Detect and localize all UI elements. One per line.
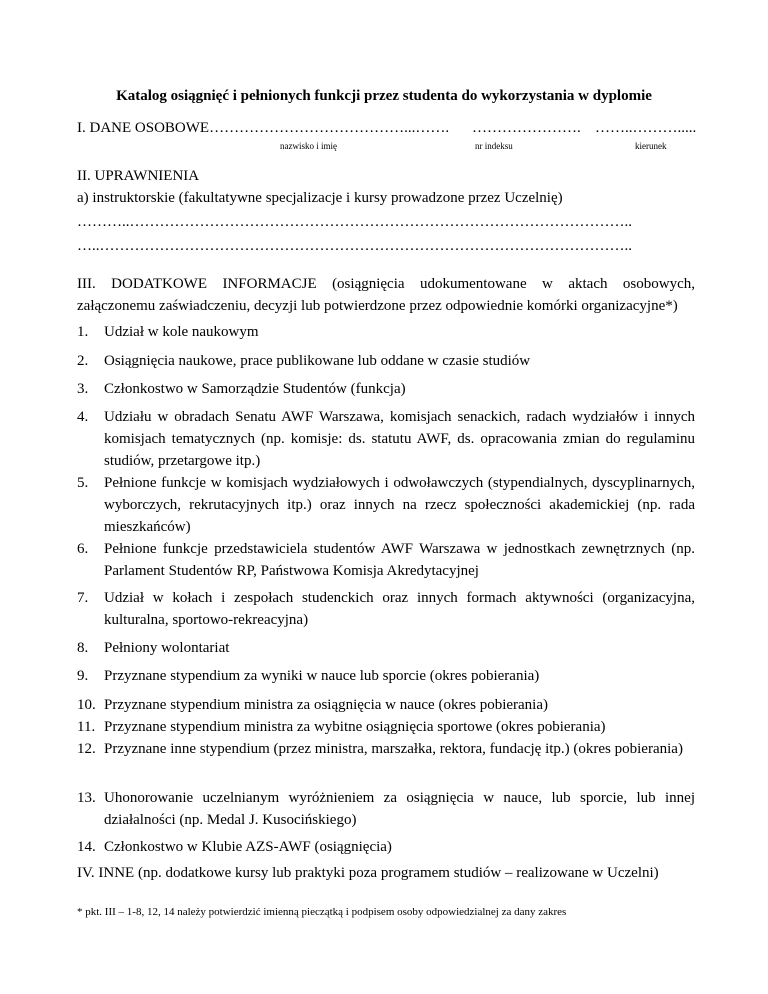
- item-number: 3.: [77, 381, 89, 397]
- item-number: 2.: [77, 353, 89, 369]
- item-number: 11.: [77, 719, 96, 735]
- item-number: 1.: [77, 324, 89, 340]
- item-number: 4.: [77, 409, 89, 425]
- item-text: Członkostwo w Klubie AZS-AWF (osiągnięcia): [104, 839, 392, 855]
- list-item: [77, 694, 695, 716]
- qualifications-heading: II. UPRAWNIENIA: [77, 168, 200, 184]
- name-label: nazwisko i imię: [280, 141, 337, 151]
- list-item: [77, 787, 695, 831]
- item-number: 9.: [77, 668, 89, 684]
- item-text: Uhonorowanie uczelnianym wyróżnieniem za osiągnięcia w nauce, lub sporcie, lub innej działalności (np. Medal J. Kusocińskiego): [104, 790, 695, 828]
- dotted-line-1: ………..………………………………………………………………………………………..: [77, 214, 632, 230]
- item-number: 6.: [77, 541, 89, 557]
- list-item: [77, 738, 695, 760]
- item-number: 7.: [77, 590, 89, 606]
- list-item: [77, 378, 695, 400]
- item-text: Członkostwo w Samorządzie Studentów (funkcja): [104, 381, 406, 397]
- item-text: Przyznane inne stypendium (przez ministra, marszałka, rektora, fundację itp.) (okres pobierania): [104, 741, 683, 757]
- list-item: [77, 472, 695, 538]
- name-dots: …………………………………...…….: [209, 120, 450, 136]
- item-number: 10.: [77, 697, 96, 713]
- index-dots: ………………….: [472, 120, 581, 136]
- list-item: [77, 538, 695, 582]
- list-item: [77, 321, 695, 343]
- personal-data-heading: I. DANE OSOBOWE: [77, 120, 210, 136]
- footnote: * pkt. III – 1-8, 12, 14 należy potwierdzić imienną pieczątką i podpisem osoby odpowiedzialnej za dany zakres: [77, 906, 567, 918]
- item-text: Pełnione funkcje w komisjach wydziałowych i odwoławczych (stypendialnych, dyscyplinarnych, wyborczych, rekrutacyjnych itp.) oraz innych na rzecz społeczności akademickiej (np. rada mieszkańców): [104, 475, 695, 535]
- additional-info-heading: III. DODATKOWE INFORMACJE (osiągnięcia udokumentowane w aktach osobowych, załączonemu zaświadczeniu, decyzji lub potwierdzone przez odpowiednie komórki organizacyjne*): [77, 276, 695, 314]
- list-item: [77, 637, 695, 659]
- other-heading: IV. INNE (np. dodatkowe kursy lub praktyki poza programem studiów – realizowane w Uczelni): [77, 865, 659, 881]
- item-number: 8.: [77, 640, 89, 656]
- document-title: Katalog osiągnięć i pełnionych funkcji przez studenta do wykorzystania w dyplomie: [116, 88, 652, 104]
- item-text: Przyznane stypendium ministra za wybitne osiągnięcia sportowe (okres pobierania): [104, 719, 606, 735]
- instructor-subheading: a) instruktorskie (fakultatywne specjalizacje i kursy prowadzone przez Uczelnię): [77, 190, 563, 206]
- item-text: Pełniony wolontariat: [104, 640, 230, 656]
- item-text: Osiągnięcia naukowe, prace publikowane lub oddane w czasie studiów: [104, 353, 531, 369]
- item-text: Przyznane stypendium za wyniki w nauce lub sporcie (okres pobierania): [104, 668, 540, 684]
- list-item: [77, 350, 695, 372]
- list-item: [77, 836, 695, 858]
- item-text: Pełnione funkcje przedstawiciela studentów AWF Warszawa w jednostkach zewnętrznych (np. Parlament Studentów RP, Państwowa Komisja Akredytacyjnej: [104, 541, 695, 579]
- item-number: 14.: [77, 839, 96, 855]
- item-text: Przyznane stypendium ministra za osiągnięcia w nauce (okres pobierania): [104, 697, 549, 713]
- dotted-line-2: …..……………………………………………………………………………………………..: [77, 238, 632, 254]
- index-label: nr indeksu: [475, 141, 513, 151]
- item-number: 13.: [77, 790, 96, 806]
- field-label: kierunek: [635, 141, 667, 151]
- field-dots: ……..……….....: [595, 120, 697, 136]
- list-item: [77, 406, 695, 472]
- item-text: Udział w kołach i zespołach studenckich oraz innych formach aktywności (organizacyjna, kulturalna, sportowo-rekreacyjna): [104, 590, 695, 628]
- list-item: [77, 665, 695, 687]
- item-text: Udział w kole naukowym: [104, 324, 259, 340]
- list-item: [77, 716, 695, 738]
- item-text: Udziału w obradach Senatu AWF Warszawa, komisjach senackich, radach wydziałów i innych komisjach tematycznych (np. komisje: ds. statutu AWF, ds. opracowania zmian do regulaminu studiów, przetargowe itp.): [104, 409, 695, 469]
- list-item: [77, 587, 695, 631]
- item-number: 12.: [77, 741, 96, 757]
- personal-data-row: [77, 117, 449, 139]
- item-number: 5.: [77, 475, 89, 491]
